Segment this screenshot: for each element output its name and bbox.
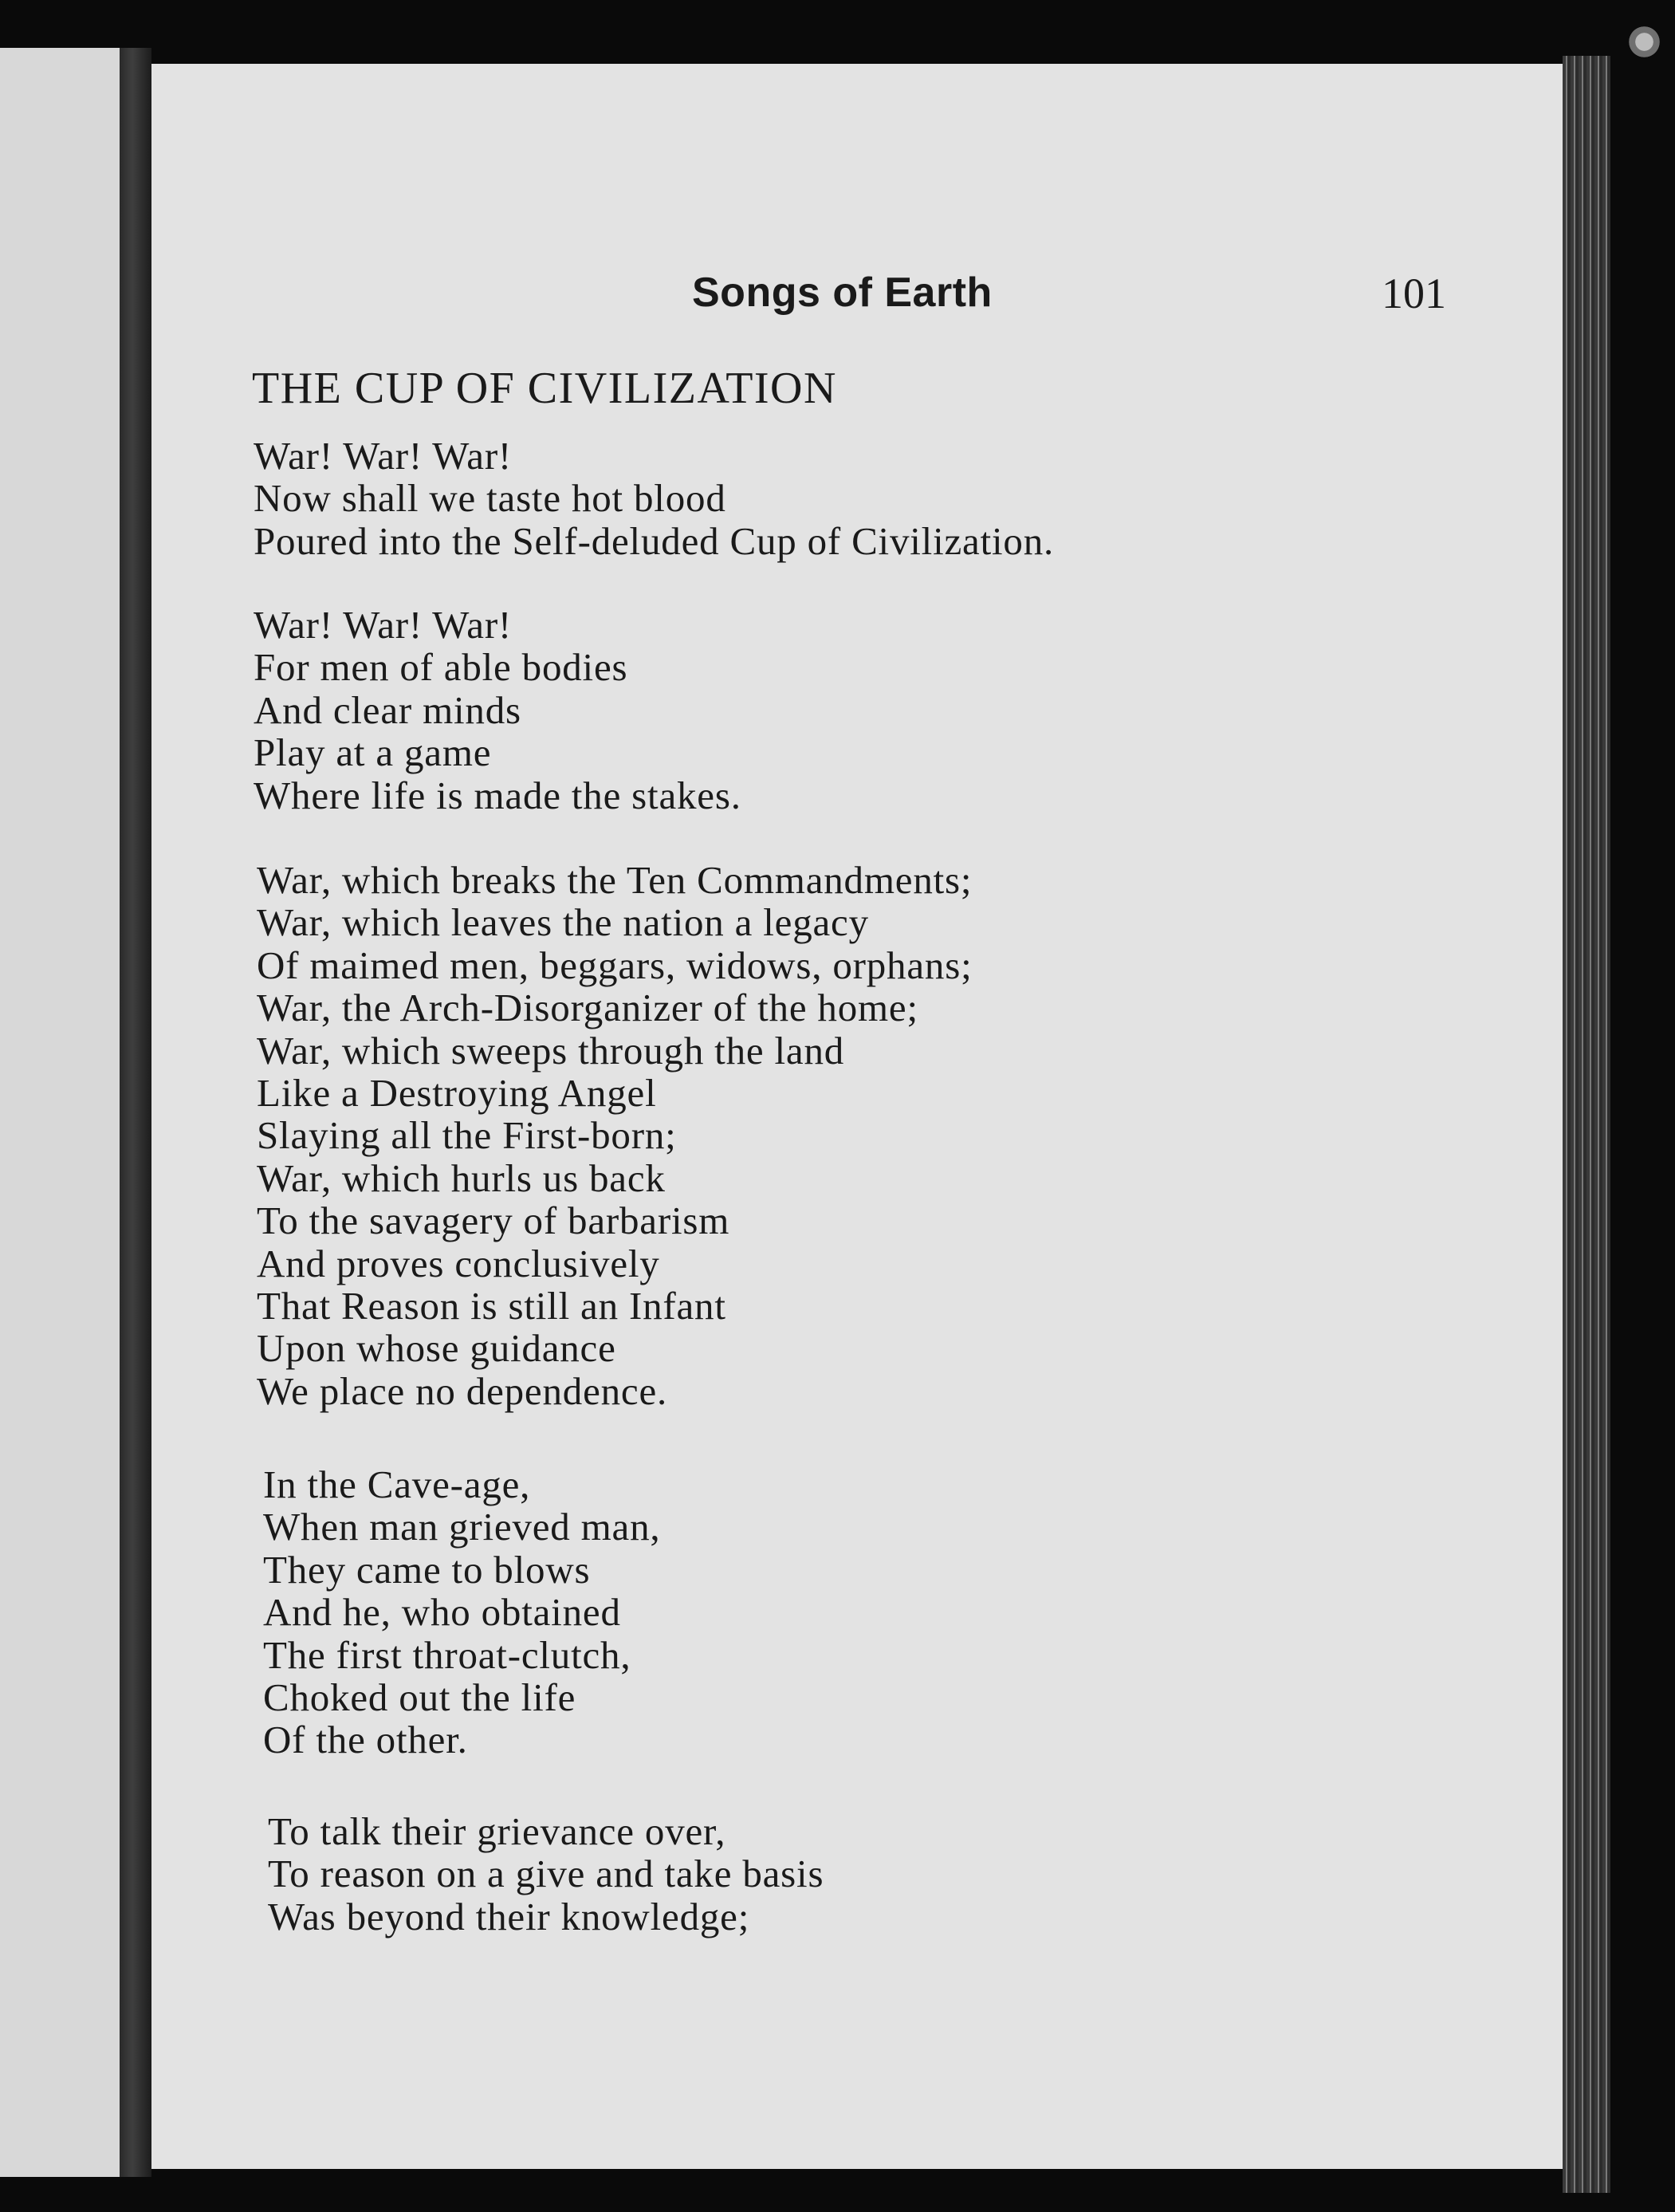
poem-line: To the savagery of barbarism bbox=[257, 1198, 730, 1243]
poem-line: To reason on a give and take basis bbox=[268, 1852, 824, 1896]
running-head: Songs of Earth bbox=[692, 270, 993, 316]
poem-line: To talk their grievance over, bbox=[268, 1809, 726, 1853]
poem-line: War, the Arch-Disorganizer of the home; bbox=[257, 986, 918, 1030]
poem-line: We place no dependence. bbox=[257, 1368, 668, 1413]
page-stack-edge bbox=[1563, 56, 1610, 2193]
stanza-1 bbox=[254, 435, 1054, 562]
poem-line: War! War! War! bbox=[254, 603, 513, 647]
page-number: 101 bbox=[1382, 270, 1446, 317]
poem-line: Was beyond their knowledge; bbox=[268, 1894, 750, 1938]
poem-line: In the Cave-age, bbox=[263, 1462, 531, 1506]
scan-corner-mark bbox=[1626, 24, 1662, 60]
poem-line: That Reason is still an Infant bbox=[257, 1284, 726, 1328]
poem-line: Play at a game bbox=[254, 730, 492, 775]
poem-line: Choked out the life bbox=[263, 1675, 576, 1720]
poem-line: War, which hurls us back bbox=[257, 1155, 666, 1200]
poem-line: When man grieved man, bbox=[263, 1505, 661, 1549]
stanza-4 bbox=[263, 1463, 660, 1761]
poem-line: War! War! War! bbox=[254, 434, 513, 478]
facing-page-edge bbox=[0, 48, 120, 2177]
poem-line: War, which breaks the Ten Commandments; bbox=[257, 858, 973, 902]
poem-title: THE CUP OF CIVILIZATION bbox=[252, 364, 837, 413]
book-gutter bbox=[120, 48, 151, 2177]
poem-line: War, which leaves the nation a legacy bbox=[257, 900, 869, 945]
poem-line: Where life is made the stakes. bbox=[254, 773, 741, 817]
poem-line: They came to blows bbox=[263, 1547, 591, 1592]
poem-line: And proves conclusively bbox=[257, 1241, 660, 1285]
poem-line: Poured into the Self-deluded Cup of Civilization. bbox=[254, 518, 1055, 563]
stanza-5 bbox=[268, 1810, 824, 1938]
poem-line: For men of able bodies bbox=[254, 645, 628, 690]
poem-line: Of the other. bbox=[263, 1718, 468, 1762]
poem-line: The first throat-clutch, bbox=[263, 1632, 631, 1677]
poem-line: War, which sweeps through the land bbox=[257, 1028, 845, 1073]
poem-line: Now shall we taste hot blood bbox=[254, 476, 726, 521]
poem-line: And he, who obtained bbox=[263, 1590, 621, 1635]
poem-line: And clear minds bbox=[254, 687, 521, 732]
poem-line: Like a Destroying Angel bbox=[257, 1071, 657, 1116]
stanza-2 bbox=[254, 604, 741, 817]
poem-line: Slaying all the First-born; bbox=[257, 1113, 677, 1158]
stanza-3 bbox=[257, 859, 973, 1412]
poem-line: Of maimed men, beggars, widows, orphans; bbox=[257, 943, 973, 987]
poem-line: Upon whose guidance bbox=[257, 1326, 616, 1371]
